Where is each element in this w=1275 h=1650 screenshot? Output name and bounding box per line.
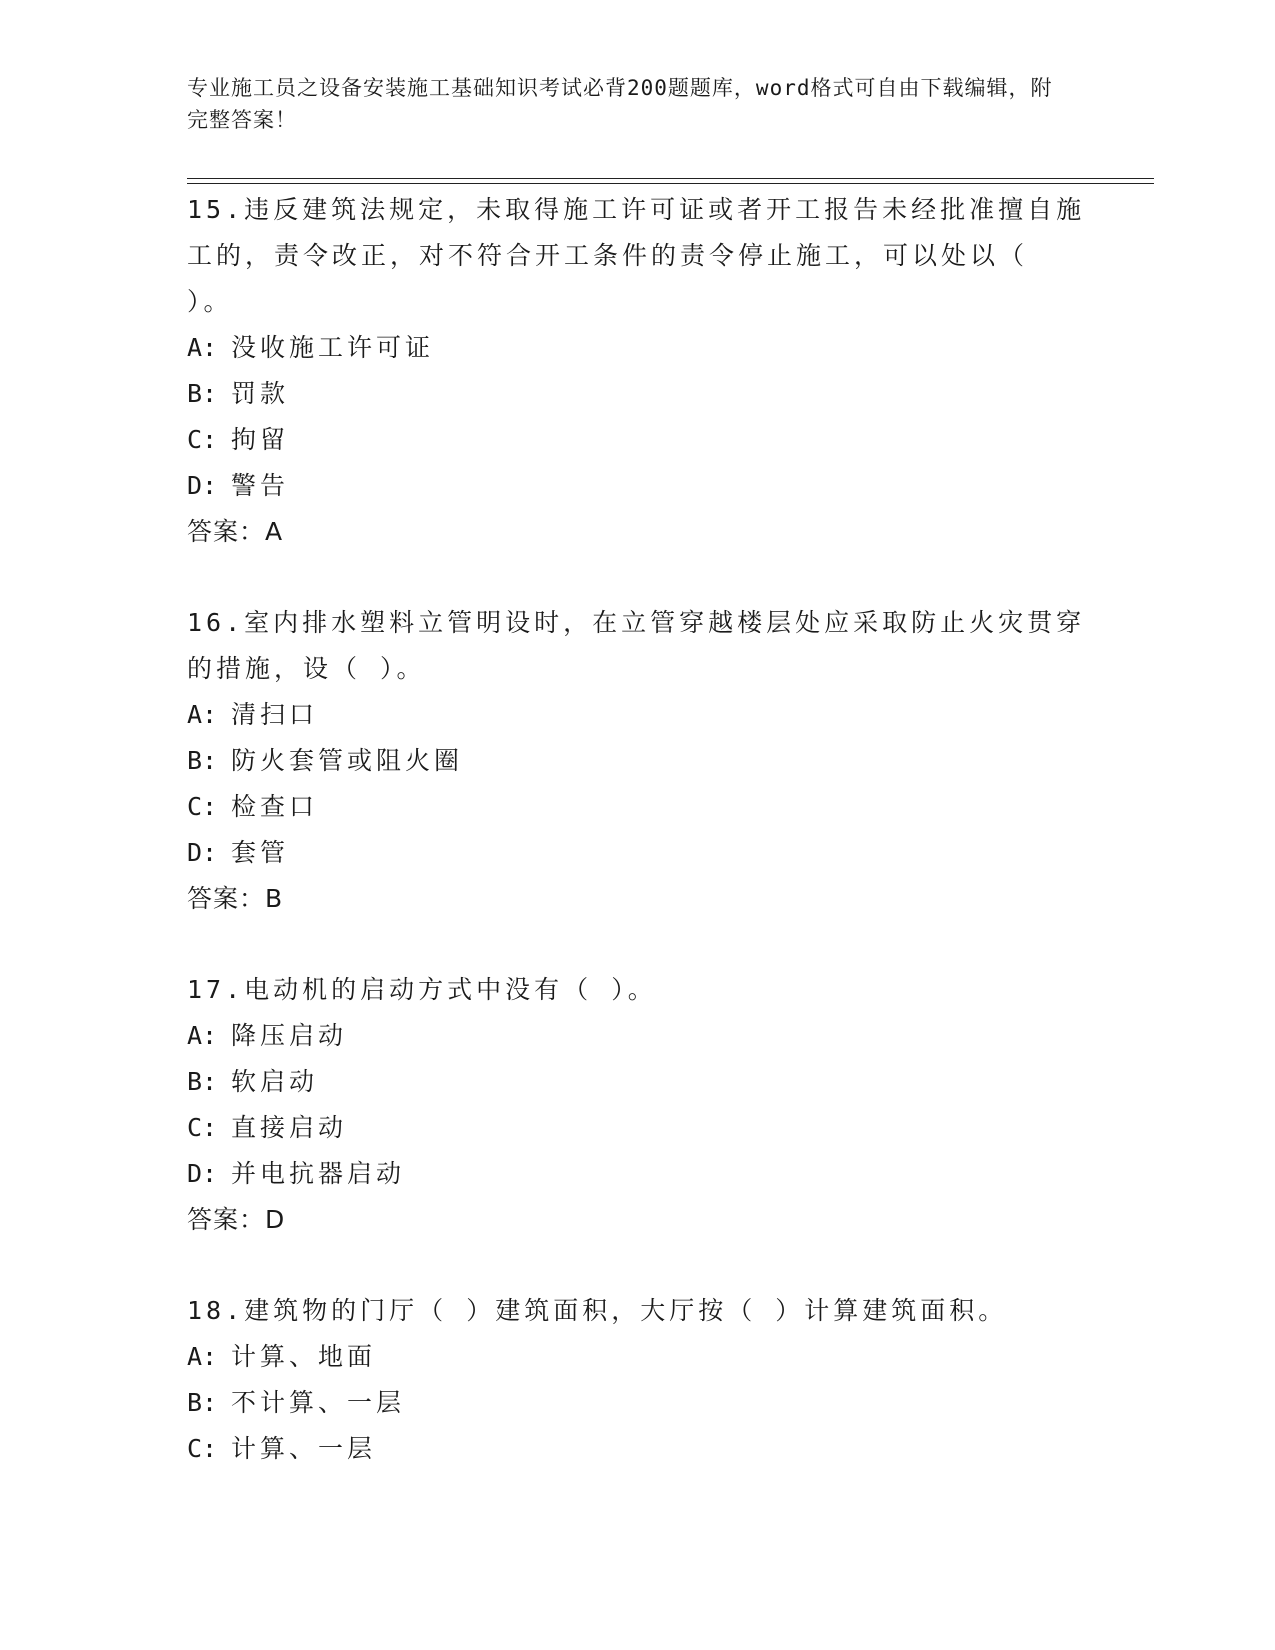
question-text <box>187 187 1087 325</box>
option-d <box>187 830 1087 876</box>
question-number: 15. <box>187 195 245 224</box>
question-18 <box>187 1288 1087 1472</box>
option-text: 检查口 <box>231 792 319 821</box>
page-header: 专业施工员之设备安装施工基础知识考试必背200题题库，word格式可自由下载编辑，附完整答案！ <box>187 76 1053 132</box>
option-d <box>187 1151 1087 1197</box>
question-text <box>187 600 1087 692</box>
option-letter: B: <box>187 1388 218 1417</box>
option-letter: D: <box>187 1159 218 1188</box>
option-text: 清扫口 <box>231 700 319 729</box>
option-b <box>187 1380 1087 1426</box>
option-letter: C: <box>187 1434 218 1463</box>
option-c <box>187 417 1087 463</box>
option-a <box>187 692 1087 738</box>
option-c <box>187 1105 1087 1151</box>
option-b <box>187 738 1087 784</box>
option-text: 并电抗器启动 <box>231 1159 406 1188</box>
option-a <box>187 325 1087 371</box>
question-number: 16. <box>187 608 245 637</box>
option-text: 防火套管或阻火圈 <box>231 746 464 775</box>
question-number: 18. <box>187 1296 245 1325</box>
option-letter: C: <box>187 1113 218 1142</box>
answer-line: 答案：D <box>187 1205 286 1234</box>
question-stem: 电动机的启动方式中没有（ ）。 <box>244 975 657 1004</box>
option-letter: A: <box>187 700 218 729</box>
option-text: 警告 <box>231 471 290 500</box>
option-text: 软启动 <box>231 1067 319 1096</box>
option-text: 计算、一层 <box>231 1434 377 1463</box>
option-letter: A: <box>187 1021 218 1050</box>
question-stem: 建筑物的门厅（ ）建筑面积，大厅按（ ）计算建筑面积。 <box>244 1296 1008 1325</box>
option-text: 没收施工许可证 <box>231 333 435 362</box>
question-text <box>187 1288 1087 1334</box>
option-letter: B: <box>187 1067 218 1096</box>
header-divider-top <box>187 178 1154 179</box>
option-text: 拘留 <box>231 425 290 454</box>
option-letter: A: <box>187 333 218 362</box>
option-text: 不计算、一层 <box>231 1388 406 1417</box>
question-15 <box>187 187 1087 555</box>
option-text: 计算、地面 <box>231 1342 377 1371</box>
question-text <box>187 967 1087 1013</box>
option-b <box>187 1059 1087 1105</box>
header-divider-bottom <box>187 183 1154 184</box>
option-letter: B: <box>187 379 218 408</box>
option-letter: D: <box>187 838 218 867</box>
option-letter: D: <box>187 471 218 500</box>
option-a <box>187 1013 1087 1059</box>
option-text: 降压启动 <box>231 1021 348 1050</box>
option-text: 套管 <box>231 838 290 867</box>
answer-line: 答案：A <box>187 517 284 546</box>
question-list <box>187 187 1087 1517</box>
question-17 <box>187 967 1087 1243</box>
option-letter: C: <box>187 425 218 454</box>
question-stem: 违反建筑法规定，未取得施工许可证或者开工报告未经批准擅自施工的，责令改正，对不符合开工条件的责令停止施工，可以处以（ ）。 <box>187 195 1086 316</box>
option-letter: A: <box>187 1342 218 1371</box>
option-text: 罚款 <box>231 379 290 408</box>
option-c <box>187 784 1087 830</box>
option-letter: C: <box>187 792 218 821</box>
question-stem: 室内排水塑料立管明设时，在立管穿越楼层处应采取防止火灾贯穿的措施，设（ ）。 <box>187 608 1086 683</box>
option-c <box>187 1426 1087 1472</box>
answer-line: 答案：B <box>187 884 284 913</box>
option-letter: B: <box>187 746 218 775</box>
option-text: 直接启动 <box>231 1113 348 1142</box>
option-b <box>187 371 1087 417</box>
option-d <box>187 463 1087 509</box>
question-16 <box>187 600 1087 922</box>
option-a <box>187 1334 1087 1380</box>
question-number: 17. <box>187 975 245 1004</box>
